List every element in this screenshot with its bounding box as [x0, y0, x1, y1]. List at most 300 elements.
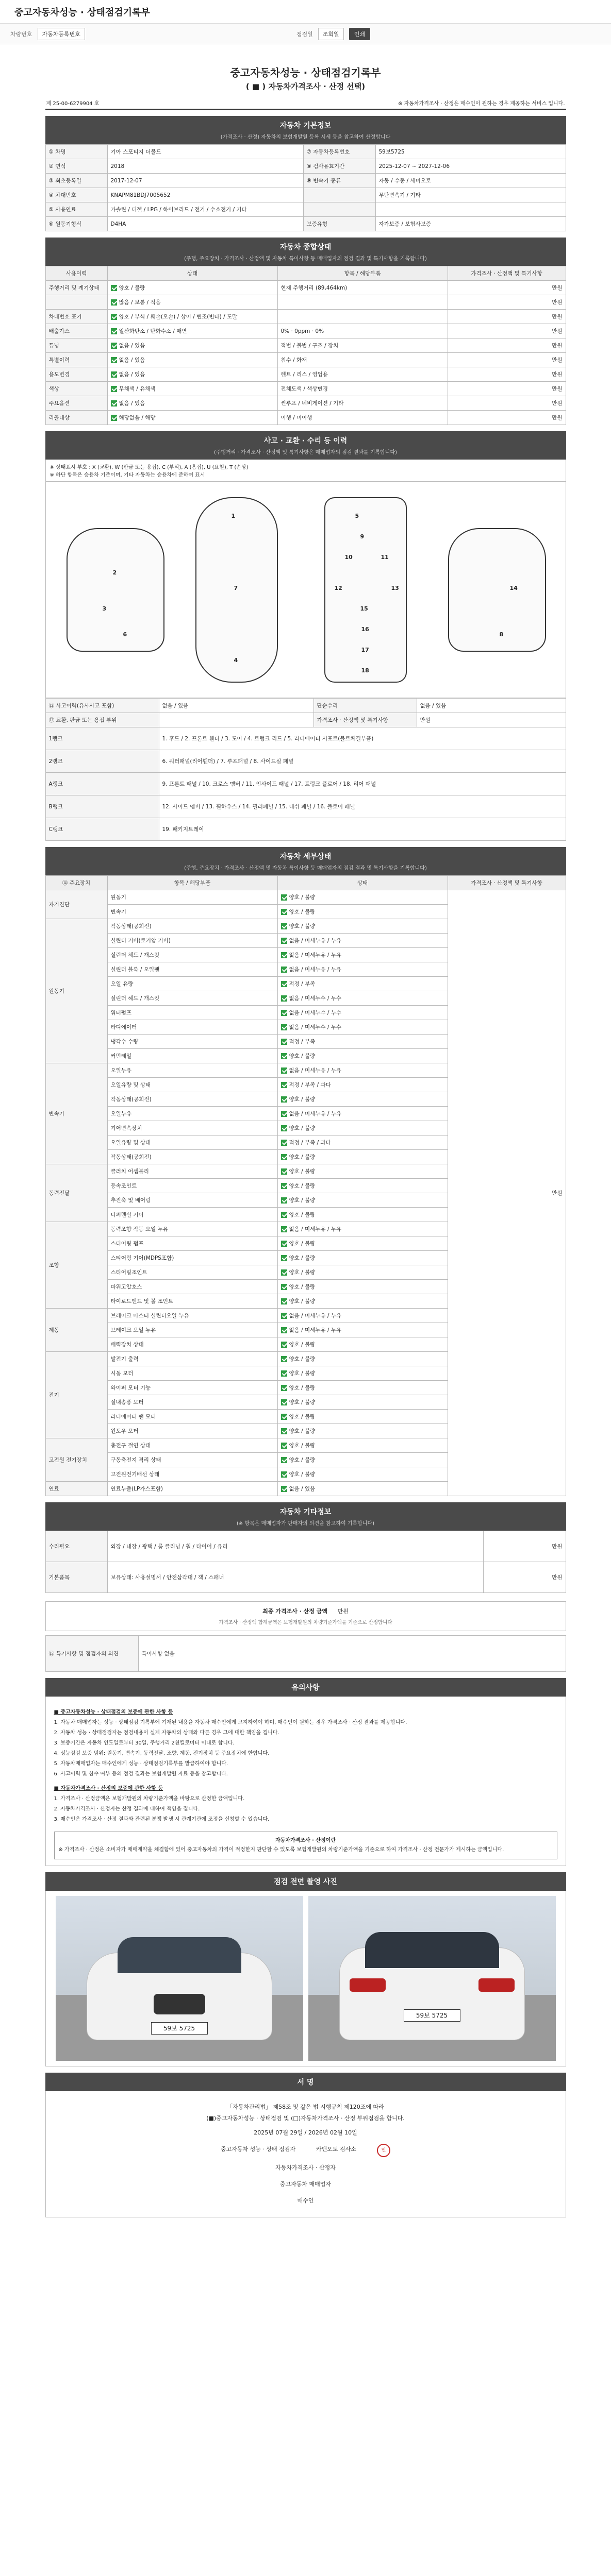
detail-item: 변속기 [107, 905, 277, 919]
notice-body [45, 1697, 566, 1866]
part-label: 15 [360, 605, 368, 612]
detail-state [277, 991, 448, 1006]
overall-item: 적법 / 불법 / 구조 / 장치 [277, 338, 448, 353]
part-label: 11 [381, 554, 389, 561]
overall-state [107, 338, 277, 353]
toolbar [0, 24, 611, 44]
checkbox-checked[interactable] [281, 923, 287, 929]
detail-item: 기어변속장치 [107, 1121, 277, 1136]
overall-state [107, 353, 277, 367]
detail-state-text: 양호 / 불량 [289, 1197, 316, 1204]
checkbox-checked[interactable] [281, 1039, 287, 1045]
detail-item: 추진축 및 베어링 [107, 1193, 277, 1208]
detail-group: 원동기 [45, 919, 107, 1063]
detail-state-text: 양호 / 불량 [289, 1356, 316, 1362]
car-left-side-outline [67, 528, 164, 652]
detail-price: 만원 [448, 890, 566, 1496]
accident-parts: 1. 후드 / 2. 프론트 휀더 / 3. 도어 / 4. 트렁크 리드 / 5. 라디에이터 서포트(볼트체결부품) [159, 727, 566, 750]
overall-key: 배출가스 [45, 324, 107, 338]
detail-state-text: 양호 / 불량 [289, 1399, 316, 1405]
checkbox-checked[interactable] [281, 1370, 287, 1377]
overall-price: 만원 [448, 411, 566, 425]
accident-key: ⑫ 사고이력(유사사고 포함) [45, 699, 159, 713]
checkbox-checked[interactable] [281, 1255, 287, 1261]
overall-state [107, 382, 277, 396]
part-label: 5 [355, 513, 359, 519]
overall-header-row [45, 266, 566, 281]
toolbar-label-2: 점검일 [296, 30, 313, 38]
detail-state-text: 양호 / 불량 [289, 1125, 316, 1131]
detail-item: 실린더 커버(로커암 커버) [107, 934, 277, 948]
section-notice-title: 유의사항 [291, 1684, 320, 1692]
accident-rank: A랭크 [45, 773, 159, 795]
accident-value-2: 만원 [417, 713, 566, 727]
checkbox-checked[interactable] [111, 415, 117, 421]
checkbox-checked[interactable] [281, 1342, 287, 1348]
doc-subtitle: ( ■ ) 자동차가격조사 · 산정 선택) [245, 82, 366, 91]
detail-state [277, 1381, 448, 1395]
detail-item: 실내송풍 모터 [107, 1395, 277, 1410]
accident-row [45, 699, 566, 713]
checkbox-checked[interactable] [281, 1313, 287, 1319]
sign-seller-row [56, 2179, 555, 2190]
extra-key: 기본품목 [45, 1562, 107, 1593]
overall-state-text: 없음 / 있음 [119, 357, 145, 363]
detail-state [277, 1236, 448, 1251]
detail-group: 연료 [45, 1482, 107, 1496]
detail-state-text: 적정 / 부족 / 과다 [289, 1140, 331, 1146]
basic-key: ⑥ 원동기형식 [45, 217, 107, 231]
checkbox-checked[interactable] [281, 1385, 287, 1391]
accident-rank: 2랭크 [45, 750, 159, 773]
special-table [45, 1635, 566, 1672]
detail-header-cell: 항목 / 해당부품 [107, 876, 277, 890]
detail-state-text: 없음 / 미세누유 / 누유 [289, 938, 342, 944]
basic-key-2: 보증유형 [303, 217, 375, 231]
accident-value [159, 713, 313, 727]
checkbox-checked[interactable] [281, 1168, 287, 1175]
accident-key-2: 단순수리 [313, 699, 417, 713]
basic-row [45, 202, 566, 217]
detail-item: 원동기 [107, 890, 277, 905]
overall-state [107, 281, 277, 295]
detail-state [277, 1352, 448, 1366]
detail-item: 브레이크 오일 누유 [107, 1323, 277, 1337]
basic-key: ③ 최초등록일 [45, 174, 107, 188]
basic-value: 가솔린 / 디젤 / LPG / 하이브리드 / 전기 / 수소전기 / 기타 [107, 202, 303, 217]
detail-state-text: 없음 / 있음 [289, 1486, 316, 1492]
final-price-box [45, 1601, 566, 1631]
checkbox-checked[interactable] [281, 909, 287, 915]
inspector-label: 중고자동차 성능 · 상태 점검자 [221, 2146, 296, 2153]
overall-state-text: 없음 / 있음 [119, 400, 145, 406]
detail-item: 냉각수 수량 [107, 1035, 277, 1049]
detail-item: 실린더 블록 / 오일팬 [107, 962, 277, 977]
overall-state [107, 310, 277, 324]
detail-state [277, 1179, 448, 1193]
toolbar-field-2[interactable]: 조회일 [318, 28, 344, 40]
notice-heading-2: ■ 자동차가격조사 · 산정의 보증에 관한 사항 등 [54, 1786, 163, 1791]
checkbox-checked[interactable] [281, 1298, 287, 1304]
overall-row [45, 295, 566, 310]
final-price-note: 가격조사 · 산정액 합계금액은 보험개발원의 차량기준가액을 기준으로 산정합니다 [219, 1620, 392, 1625]
checkbox-checked[interactable] [281, 1212, 287, 1218]
accident-key: ⑬ 교환, 판금 또는 용접 부위 [45, 713, 159, 727]
detail-item: 오일 유량 [107, 977, 277, 991]
overall-item: 전체도색 / 색상변경 [277, 382, 448, 396]
special-label: ⑮ 특기사항 및 점검자의 의견 [45, 1636, 138, 1672]
detail-item: 워터펌프 [107, 1006, 277, 1020]
checkbox-checked[interactable] [281, 1154, 287, 1160]
detail-state [277, 1121, 448, 1136]
checkbox-checked[interactable] [281, 1096, 287, 1103]
detail-item: 연료누출(LP가스포함) [107, 1482, 277, 1496]
accident-part-row [45, 750, 566, 773]
checkbox-checked[interactable] [281, 1183, 287, 1189]
basic-key-2: ⑨ 변속기 종류 [303, 174, 375, 188]
basic-info-table [45, 144, 566, 231]
section-notice-header [45, 1678, 566, 1697]
basic-key: ④ 차대번호 [45, 188, 107, 202]
overall-price: 만원 [448, 338, 566, 353]
detail-state [277, 1438, 448, 1453]
extra-items: 외장 / 내장 / 광택 / 룸 클리닝 / 휠 / 타이어 / 유리 [107, 1531, 483, 1562]
overall-item: 침수 / 화재 [277, 353, 448, 367]
overall-price: 만원 [448, 367, 566, 382]
overall-key [45, 295, 107, 310]
detail-item: 커먼레일 [107, 1049, 277, 1063]
basic-row [45, 145, 566, 159]
detail-row [45, 890, 566, 905]
accident-parts: 19. 패키지트레이 [159, 818, 566, 841]
detail-state-text: 적정 / 부족 [289, 1039, 316, 1045]
overall-row [45, 338, 566, 353]
checkbox-checked[interactable] [281, 1414, 287, 1420]
basic-key-2 [303, 188, 375, 202]
basic-row [45, 174, 566, 188]
accident-part-row [45, 795, 566, 818]
overall-header-cell: 항목 / 해당부품 [277, 266, 448, 281]
part-label: 4 [234, 657, 238, 664]
basic-value: 기아 스포티지 더볼드 [107, 145, 303, 159]
basic-value: 2018 [107, 159, 303, 174]
extra-price: 만원 [483, 1531, 566, 1562]
detail-item: 파워고압호스 [107, 1280, 277, 1294]
section-photos-title: 점검 전면 촬영 사진 [274, 1878, 337, 1886]
detail-state-text: 양호 / 불량 [289, 1183, 316, 1189]
basic-value: KNAPM81BDJ7005652 [107, 188, 303, 202]
detail-state [277, 1366, 448, 1381]
detail-table [45, 875, 566, 1496]
overall-state [107, 396, 277, 411]
detail-state-text: 양호 / 불량 [289, 909, 316, 915]
checkbox-checked[interactable] [281, 894, 287, 901]
detail-state-text: 양호 / 불량 [289, 1255, 316, 1261]
detail-state [277, 1208, 448, 1222]
checkbox-checked[interactable] [111, 343, 117, 349]
doc-number: 제 25-00-6279904 호 [46, 101, 100, 107]
checkbox-checked[interactable] [111, 299, 117, 306]
detail-state [277, 1482, 448, 1496]
overall-price: 만원 [448, 295, 566, 310]
section-detail-title: 자동차 세부상태 [279, 853, 332, 861]
detail-state-text: 양호 / 불량 [289, 1168, 316, 1175]
checkbox-checked[interactable] [281, 1327, 287, 1333]
detail-state-text: 양호 / 불량 [289, 1385, 316, 1391]
detail-item: 실린더 헤드 / 개스킷 [107, 991, 277, 1006]
detail-group: 제동 [45, 1309, 107, 1352]
detail-item: 클러치 어셈블리 [107, 1164, 277, 1179]
detail-state-text: 없음 / 미세누유 / 누유 [289, 967, 342, 973]
detail-state-text: 양호 / 불량 [289, 1457, 316, 1463]
checkbox-checked[interactable] [281, 1269, 287, 1276]
window-title: 중고자동차성능 · 상태점검기록부 [0, 0, 611, 24]
part-label: 18 [361, 667, 369, 674]
sign-buyer-row [56, 2195, 555, 2207]
overall-price: 만원 [448, 281, 566, 295]
detail-item: 발전기 출력 [107, 1352, 277, 1366]
accident-legend-line-2: ※ 하단 항목은 승용차 기준이며, 기타 자동차는 승용차에 준하여 표시 [49, 472, 205, 478]
detail-item: 시동 모터 [107, 1366, 277, 1381]
checkbox-checked[interactable] [281, 1399, 287, 1405]
toolbar-label-1: 차량번호 [10, 30, 32, 38]
basic-value-2: 무단변속기 / 기타 [375, 188, 566, 202]
checkbox-checked[interactable] [281, 1486, 287, 1492]
extra-price: 만원 [483, 1562, 566, 1593]
section-photos-header [45, 1872, 566, 1891]
part-label: 13 [391, 585, 399, 591]
detail-item: 작동상태(공회전) [107, 1092, 277, 1107]
basic-key-2 [303, 202, 375, 217]
accident-part-row [45, 818, 566, 841]
detail-item: 라디에이터 팬 모터 [107, 1410, 277, 1424]
section-basic-header [45, 116, 566, 144]
photos-row [45, 1891, 566, 2066]
buyer-label: 매수인 [297, 2197, 314, 2204]
checkbox-checked[interactable] [281, 1356, 287, 1362]
detail-item: 실린더 헤드 / 개스킷 [107, 948, 277, 962]
notice-box-title: 자동차가격조사 · 산정이란 [275, 1838, 336, 1843]
detail-item: 윈도우 모터 [107, 1424, 277, 1438]
detail-item: 동력조향 작동 오일 누유 [107, 1222, 277, 1236]
sign-line-1: 「자동차관리법」 제58조 및 같은 법 시행규칙 제120조에 따라 [227, 2104, 384, 2110]
overall-row [45, 324, 566, 338]
overall-row [45, 411, 566, 425]
part-label: 1 [231, 513, 236, 519]
detail-state-text: 없음 / 미세누수 / 누수 [289, 1024, 342, 1030]
detail-item: 오일누유 [107, 1107, 277, 1121]
detail-state [277, 1107, 448, 1121]
detail-state [277, 962, 448, 977]
detail-state [277, 1337, 448, 1352]
checkbox-checked[interactable] [281, 1010, 287, 1016]
section-sign-title: 서 명 [297, 2078, 314, 2087]
overall-price: 만원 [448, 310, 566, 324]
extra-items: 보유상태: 사용설명서 / 안전삼각대 / 잭 / 스패너 [107, 1562, 483, 1593]
notice-line: 3. 매수인은 가격조사 · 산정 결과와 관련된 분쟁 발생 시 관계기관에 조정을 신청할 수 있습니다. [54, 1817, 270, 1822]
detail-state [277, 1395, 448, 1410]
checkbox-checked[interactable] [281, 1471, 287, 1478]
overall-state [107, 324, 277, 338]
detail-item: 스티어링 기어(MDPS포함) [107, 1251, 277, 1265]
checkbox-checked[interactable] [111, 371, 117, 378]
detail-state-text: 없음 / 미세누유 / 누유 [289, 1226, 342, 1232]
detail-state-text: 없음 / 미세누유 / 누유 [289, 1313, 342, 1319]
basic-row [45, 217, 566, 231]
part-label: 2 [112, 569, 117, 576]
detail-state [277, 919, 448, 934]
checkbox-checked[interactable] [111, 314, 117, 320]
section-detail-header [45, 847, 566, 875]
overall-row [45, 367, 566, 382]
overall-state-text: 없음 / 있음 [119, 371, 145, 378]
section-detail-sub: (주행, 주요장치 · 가격조사 · 산정액 및 자동차 특이사항 등 매매업자의 점검 결과 및 특기사항을 기록합니다) [184, 866, 427, 871]
extra-table [45, 1531, 566, 1593]
overall-row [45, 310, 566, 324]
detail-item: 배력장치 상태 [107, 1337, 277, 1352]
inspector-stamp: 인 [377, 2144, 390, 2157]
sign-price-row [56, 2162, 555, 2174]
basic-key-2: ⑧ 검사유효기간 [303, 159, 375, 174]
detail-state-text: 양호 / 불량 [289, 1443, 316, 1449]
detail-header-cell: 가격조사 · 산정액 및 특기사항 [448, 876, 566, 890]
detail-item: 등속조인트 [107, 1179, 277, 1193]
checkbox-checked[interactable] [281, 967, 287, 973]
part-label: 8 [499, 631, 504, 638]
overall-item: 0% · 0ppm · 0% [277, 324, 448, 338]
detail-item: 라디에이터 [107, 1020, 277, 1035]
notice-box-text: ※ 가격조사 · 산정은 소비자가 매매계약을 체결함에 있어 중고자동차의 가격이 적정한지 판단할 수 있도록 보험개발원의 차량기준가액을 기준으로 하여 가격조사 · 산정 전문가가 제시하는 금액입니다. [58, 1847, 504, 1853]
checkbox-checked[interactable] [281, 1457, 287, 1463]
detail-group: 조향 [45, 1222, 107, 1309]
checkbox-checked[interactable] [281, 1125, 287, 1131]
checkbox-checked[interactable] [281, 952, 287, 958]
detail-state-text: 양호 / 불량 [289, 1284, 316, 1290]
overall-price: 만원 [448, 382, 566, 396]
notice-heading-1: ■ 중고자동차성능 · 상태점검의 보증에 관한 사항 등 [54, 1709, 173, 1715]
detail-header-row [45, 876, 566, 890]
accident-table [45, 698, 566, 841]
detail-state [277, 1410, 448, 1424]
checkbox-checked[interactable] [281, 995, 287, 1002]
checkbox-checked[interactable] [281, 1428, 287, 1434]
overall-key: 색상 [45, 382, 107, 396]
detail-state-text: 양호 / 불량 [289, 1154, 316, 1160]
checkbox-checked[interactable] [281, 1111, 287, 1117]
detail-state [277, 1092, 448, 1107]
overall-row [45, 353, 566, 367]
checkbox-checked[interactable] [281, 1082, 287, 1088]
print-button[interactable]: 인쇄 [349, 28, 370, 40]
checkbox-checked[interactable] [111, 357, 117, 363]
detail-state [277, 977, 448, 991]
checkbox-checked[interactable] [281, 1226, 287, 1232]
section-overall-sub: (주행, 주요장치 · 가격조사 · 산정액 및 자동차 특이사항 등 매매업자의 점검 결과 및 특기사항을 기록합니다) [184, 256, 427, 262]
detail-state [277, 1193, 448, 1208]
detail-header-cell: 상태 [277, 876, 448, 890]
section-accident-header [45, 431, 566, 460]
accident-part-row [45, 773, 566, 795]
overall-state-text: 해당없음 / 해당 [119, 415, 156, 421]
section-basic-title: 자동차 기본정보 [279, 122, 332, 130]
notice-line: 4. 성능점검 보증 범위: 원동기, 변속기, 동력전달, 조향, 제동, 전기장치 등 주요장치에 한합니다. [54, 1751, 270, 1756]
sign-inspector-row [56, 2144, 555, 2157]
detail-group: 자기진단 [45, 890, 107, 919]
overall-state-text: 무채색 / 유채색 [119, 386, 156, 392]
toolbar-field-1[interactable]: 자동차등록번호 [38, 28, 85, 40]
detail-item: 스티어링 펌프 [107, 1236, 277, 1251]
special-value: 특이사항 없음 [138, 1636, 566, 1672]
doc-title: 중고자동차성능 · 상태점검기록부 [230, 66, 381, 79]
detail-item: 오일유량 및 상태 [107, 1078, 277, 1092]
part-label: 9 [360, 533, 365, 540]
notice-line: 2. 자동차 성능 · 상태점검자는 점검내용이 실제 자동차의 상태와 다른 경우 그에 대한 책임을 집니다. [54, 1730, 279, 1736]
notice-line: 1. 가격조사 · 산정금액은 보험개발원의 차량기준가액을 바탕으로 산정한 금액입니다. [54, 1796, 245, 1802]
overall-key: 리콜대상 [45, 411, 107, 425]
detail-state [277, 1136, 448, 1150]
overall-header-cell: 상태 [107, 266, 277, 281]
checkbox-checked[interactable] [281, 1284, 287, 1290]
part-label: 14 [509, 585, 518, 591]
overall-item: 이행 / 미이행 [277, 411, 448, 425]
notice-line: 5. 자동차매매업자는 매수인에게 성능 · 상태점검기록부를 발급하여야 합니다. [54, 1761, 228, 1767]
checkbox-checked[interactable] [281, 1197, 287, 1204]
checkbox-checked[interactable] [281, 1067, 287, 1074]
overall-row [45, 396, 566, 411]
checkbox-checked[interactable] [111, 328, 117, 334]
part-label: 17 [361, 647, 369, 653]
detail-item: 타이로드엔드 및 볼 조인트 [107, 1294, 277, 1309]
basic-value-2: 59보5725 [375, 145, 566, 159]
checkbox-checked[interactable] [111, 386, 117, 392]
checkbox-checked[interactable] [281, 1024, 287, 1030]
checkbox-checked[interactable] [281, 1053, 287, 1059]
detail-item: 오일누유 [107, 1063, 277, 1078]
checkbox-checked[interactable] [281, 1241, 287, 1247]
detail-state [277, 934, 448, 948]
overall-state-text: 양호 / 부식 / 훼손(오손) / 상이 / 변조(변타) / 도말 [119, 314, 238, 320]
checkbox-checked[interactable] [281, 981, 287, 987]
section-accident-sub: (주행거리 · 가격조사 · 산정액 및 특기사항은 매매업자의 점검 결과를 기록합니다) [213, 450, 398, 455]
checkbox-checked[interactable] [281, 938, 287, 944]
extra-row [45, 1562, 566, 1593]
checkbox-checked[interactable] [281, 1140, 287, 1146]
sign-date: 2025년 07월 29일 / 2026년 02월 10일 [254, 2129, 357, 2136]
detail-state-text: 없음 / 미세누수 / 누수 [289, 1010, 342, 1016]
detail-group: 변속기 [45, 1063, 107, 1164]
final-price-label: 최종 가격조사 · 산정 금액 [262, 1608, 327, 1615]
detail-item: 작동상태(공회전) [107, 919, 277, 934]
checkbox-checked[interactable] [111, 285, 117, 291]
checkbox-checked[interactable] [111, 400, 117, 406]
overall-price: 만원 [448, 324, 566, 338]
part-label: 16 [361, 626, 369, 633]
detail-item: 구동축전지 격리 상태 [107, 1453, 277, 1467]
accident-legend [45, 460, 566, 482]
detail-state [277, 1323, 448, 1337]
detail-state [277, 1294, 448, 1309]
license-plate-front: 59보 5725 [151, 2022, 208, 2035]
detail-state-text: 양호 / 불량 [289, 1471, 316, 1478]
detail-state [277, 948, 448, 962]
detail-group: 고전원 전기장치 [45, 1438, 107, 1482]
checkbox-checked[interactable] [281, 1443, 287, 1449]
overall-state-text: 많음 / 보통 / 적음 [119, 299, 161, 306]
accident-key-2: 가격조사 · 산정액 및 특기사항 [313, 713, 417, 727]
overall-header-cell: 가격조사 · 산정액 및 특기사항 [448, 266, 566, 281]
section-sign-header [45, 2073, 566, 2091]
section-extra-sub: (※ 항목은 매매업자가 판매자의 의견을 참고하여 기록합니다) [236, 1521, 375, 1527]
